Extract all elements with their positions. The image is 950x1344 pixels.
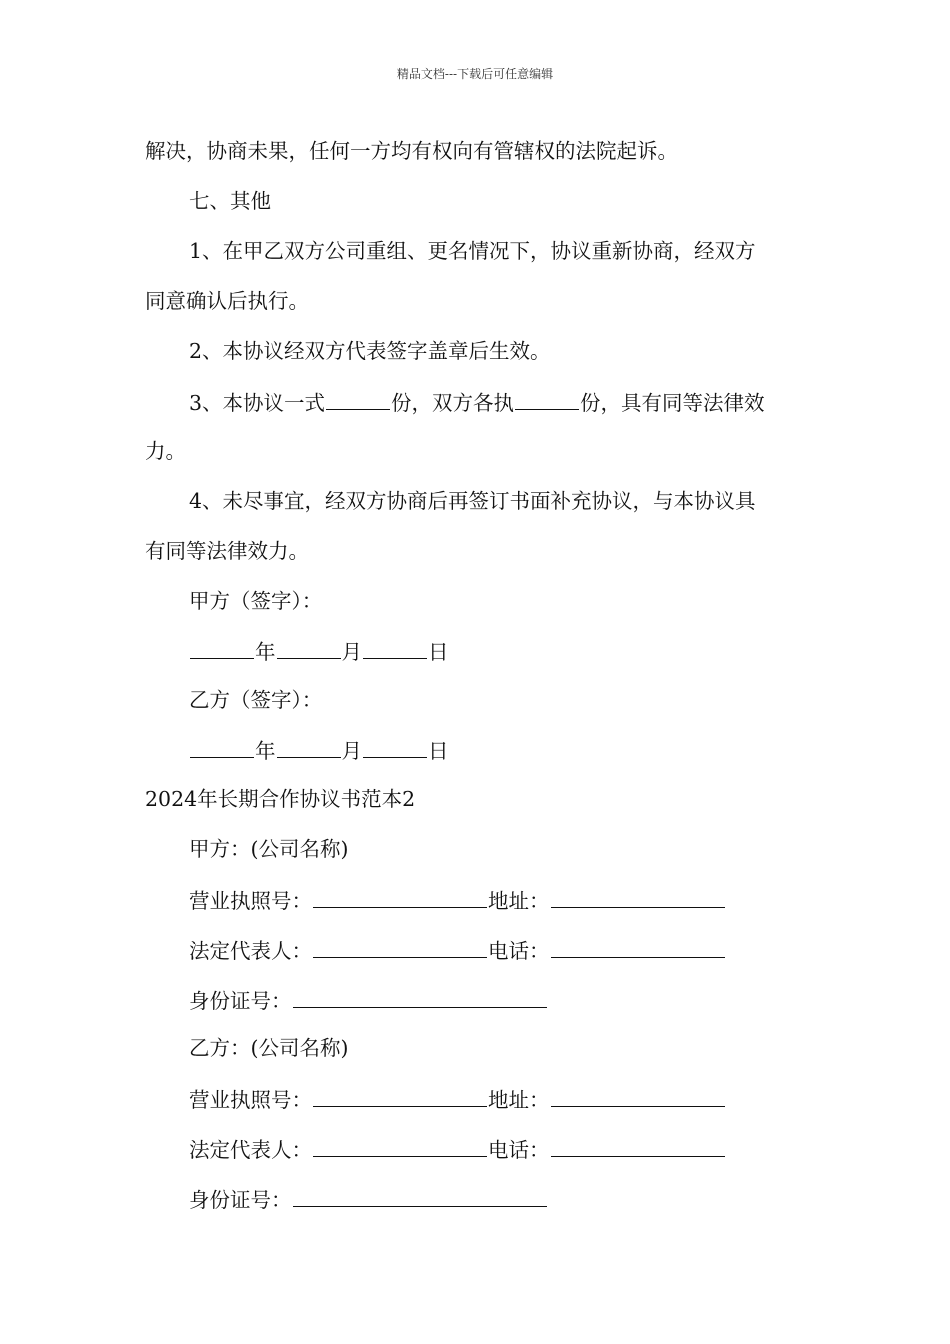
month-blank bbox=[277, 636, 341, 659]
party-a-company-name: 甲方：(公司名称) bbox=[189, 837, 349, 861]
year-label: 年 bbox=[255, 739, 276, 763]
party-b-date-line bbox=[189, 735, 449, 765]
month-blank bbox=[277, 735, 341, 758]
id-number-label: 身份证号： bbox=[189, 989, 292, 1013]
day-label: 日 bbox=[428, 640, 449, 664]
party-a-id-line bbox=[189, 985, 548, 1015]
clause-1-line-2: 同意确认后执行。 bbox=[145, 289, 309, 313]
phone-blank bbox=[551, 1134, 725, 1157]
clause-4-line-2: 有同等法律效力。 bbox=[145, 539, 309, 563]
copies-total-blank bbox=[326, 387, 390, 410]
clause-3-text-b: 份，双方各执 bbox=[391, 391, 515, 415]
year-blank bbox=[190, 636, 254, 659]
party-b-id-line bbox=[189, 1184, 548, 1214]
legal-rep-blank bbox=[313, 1134, 487, 1157]
month-label: 月 bbox=[341, 739, 362, 763]
legal-rep-label: 法定代表人： bbox=[189, 1138, 312, 1162]
section-heading-other: 七、其他 bbox=[189, 189, 271, 213]
year-blank bbox=[190, 735, 254, 758]
clause-1-line-1: 1、在甲乙双方公司重组、更名情况下，协议重新协商，经双方 bbox=[189, 239, 756, 263]
template-2-title: 2024年长期合作协议书范本2 bbox=[145, 787, 416, 811]
phone-label: 电话： bbox=[488, 939, 550, 963]
party-a-date-line bbox=[189, 636, 449, 666]
clause-2: 2、本协议经双方代表签字盖章后生效。 bbox=[189, 339, 551, 363]
clause-3-line-2: 力。 bbox=[145, 439, 186, 463]
id-number-blank bbox=[293, 1184, 547, 1207]
address-blank bbox=[551, 1084, 725, 1107]
day-blank bbox=[363, 735, 427, 758]
month-label: 月 bbox=[341, 640, 362, 664]
clause-3-line-1 bbox=[189, 387, 765, 417]
address-blank bbox=[551, 885, 725, 908]
license-blank bbox=[313, 1084, 487, 1107]
party-b-signature-label: 乙方（签字）： bbox=[189, 688, 323, 712]
page-header: 精品文档---下载后可任意编辑 bbox=[396, 67, 554, 81]
phone-blank bbox=[551, 935, 725, 958]
party-a-license-address-line bbox=[189, 885, 726, 915]
party-a-rep-phone-line bbox=[189, 935, 726, 965]
clause-3-text-a: 3、本协议一式 bbox=[189, 391, 326, 415]
party-b-rep-phone-line bbox=[189, 1134, 726, 1164]
party-b-company-name: 乙方：(公司名称) bbox=[189, 1036, 349, 1060]
party-b-license-address-line bbox=[189, 1084, 726, 1114]
license-label: 营业执照号： bbox=[189, 889, 312, 913]
phone-label: 电话： bbox=[488, 1138, 550, 1162]
copies-each-blank bbox=[515, 387, 579, 410]
year-label: 年 bbox=[255, 640, 276, 664]
license-blank bbox=[313, 885, 487, 908]
address-label: 地址： bbox=[488, 1088, 550, 1112]
id-number-label: 身份证号： bbox=[189, 1188, 292, 1212]
address-label: 地址： bbox=[488, 889, 550, 913]
day-blank bbox=[363, 636, 427, 659]
day-label: 日 bbox=[428, 739, 449, 763]
license-label: 营业执照号： bbox=[189, 1088, 312, 1112]
paragraph-dispute-resolution: 解决，协商未果，任何一方均有权向有管辖权的法院起诉。 bbox=[145, 139, 678, 163]
id-number-blank bbox=[293, 985, 547, 1008]
clause-4-line-1: 4、未尽事宜，经双方协商后再签订书面补充协议，与本协议具 bbox=[189, 489, 756, 513]
legal-rep-blank bbox=[313, 935, 487, 958]
clause-3-text-c: 份，具有同等法律效 bbox=[580, 391, 765, 415]
party-a-signature-label: 甲方（签字）： bbox=[189, 589, 323, 613]
legal-rep-label: 法定代表人： bbox=[189, 939, 312, 963]
